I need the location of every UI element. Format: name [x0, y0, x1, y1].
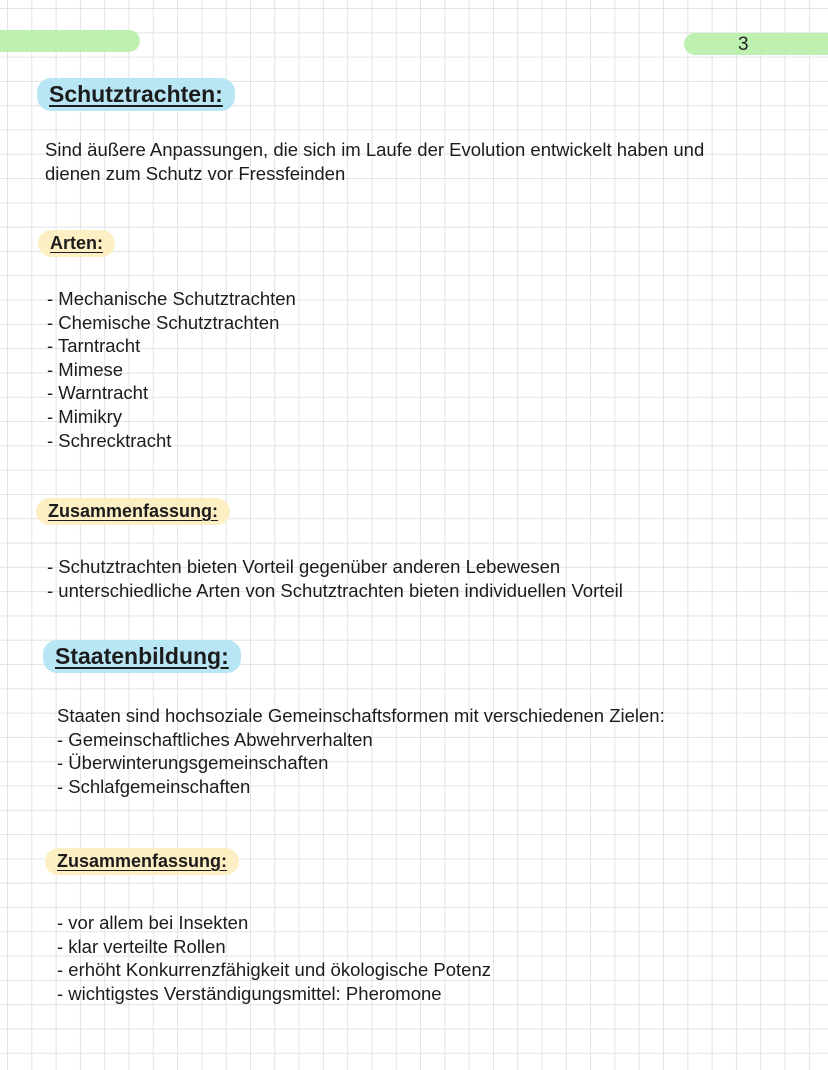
definition-line: Sind äußere Anpassungen, die sich im Laufe der Evolution entwickelt haben und	[45, 139, 705, 160]
schutztrachten-summary	[47, 555, 623, 602]
arten-list	[47, 287, 296, 452]
heading-zusammenfassung-2: Zusammenfassung:	[45, 848, 239, 875]
heading-schutztrachten: Schutztrachten:	[37, 78, 235, 111]
list-item: - Schlafgemeinschaften	[57, 775, 251, 797]
list-item: - klar verteilte Rollen	[57, 935, 226, 957]
list-item: - Chemische Schutztrachten	[47, 311, 280, 333]
list-item: - Schrecktracht	[47, 429, 172, 451]
list-item: - Warntracht	[47, 382, 149, 404]
list-item: - unterschiedliche Arten von Schutztrachten bieten individuellen Vorteil	[47, 579, 623, 601]
list-item: - erhöht Konkurrenzfähigkeit und ökologische Potenz	[57, 959, 491, 981]
staatenbildung-summary	[57, 911, 491, 1005]
heading-zusammenfassung-1: Zusammenfassung:	[36, 498, 230, 525]
list-item: - Überwinterungsgemeinschaften	[57, 752, 329, 774]
definition-line: dienen zum Schutz vor Fressfeinden	[45, 162, 346, 184]
list-item: - Mimikry	[47, 405, 123, 427]
washi-tape-right	[684, 33, 828, 55]
schutztrachten-definition	[45, 138, 704, 185]
list-item: - Mechanische Schutztrachten	[47, 288, 296, 309]
washi-tape-left	[0, 30, 140, 52]
list-item: - vor allem bei Insekten	[57, 912, 249, 933]
list-item: - wichtigstes Verständigungsmittel: Pheromone	[57, 982, 442, 1004]
list-item: - Mimese	[47, 358, 124, 380]
list-item: - Schutztrachten bieten Vorteil gegenüber anderen Lebewesen	[47, 556, 561, 577]
list-item: - Gemeinschaftliches Abwehrverhalten	[57, 728, 373, 750]
staatenbildung-intro	[57, 704, 665, 798]
heading-arten: Arten:	[38, 230, 115, 257]
list-item: - Tarntracht	[47, 335, 141, 357]
heading-staatenbildung: Staatenbildung:	[43, 640, 241, 673]
intro-line: Staaten sind hochsoziale Gemeinschaftsformen mit verschiedenen Zielen:	[57, 705, 665, 726]
page-number: 3	[738, 34, 749, 55]
